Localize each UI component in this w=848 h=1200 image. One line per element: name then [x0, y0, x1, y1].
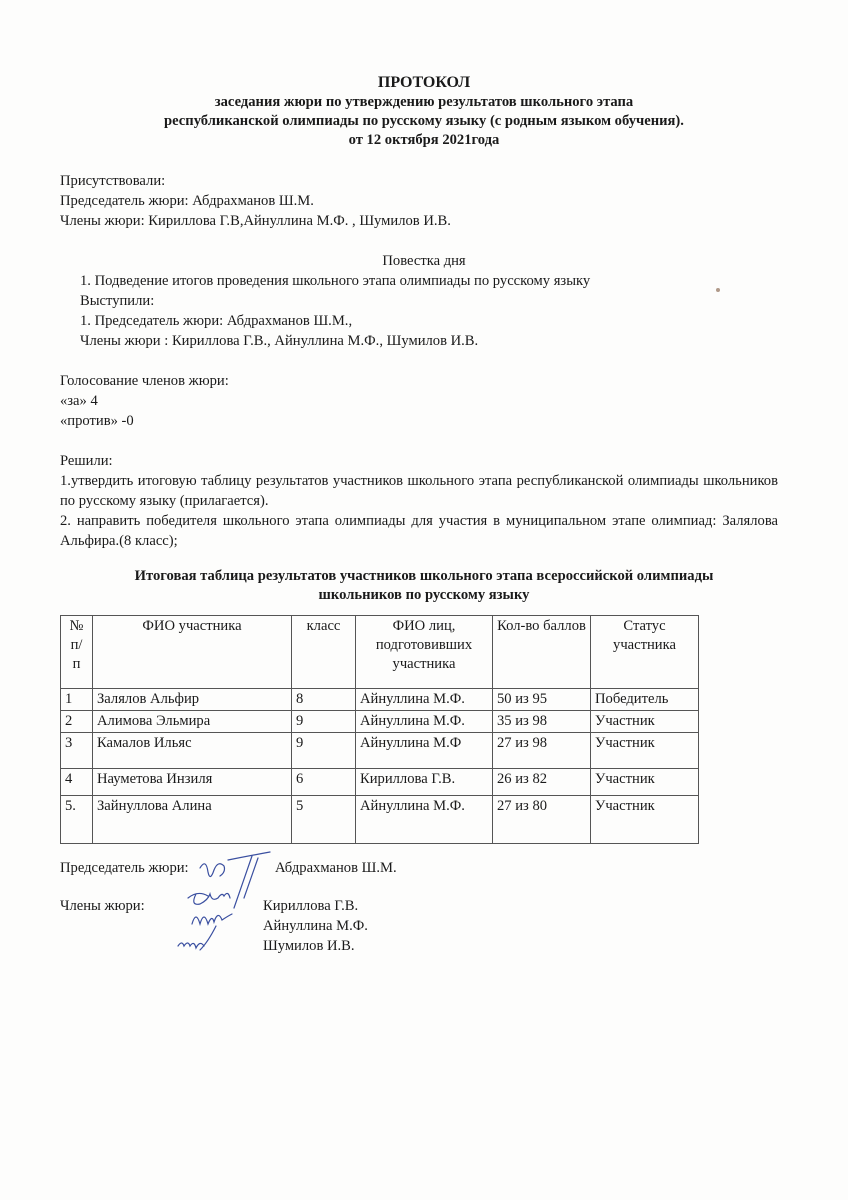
voting-for: «за» 4 [60, 393, 98, 409]
cell-name: Науметова Инзиля [93, 769, 292, 796]
col-header-teacher: ФИО лиц, подготовивших участника [356, 616, 493, 689]
member-signature-1 [188, 893, 230, 904]
cell-grade: 8 [292, 689, 356, 711]
cell-teacher: Айнуллина М.Ф. [356, 796, 493, 844]
sign-member-3: Шумилов И.В. [263, 938, 355, 954]
cell-teacher: Кириллова Г.В. [356, 769, 493, 796]
cell-score: 50 из 95 [493, 689, 591, 711]
table-header-row [61, 616, 699, 689]
cell-num: 3 [61, 733, 93, 769]
sign-member-1: Кириллова Г.В. [263, 898, 359, 914]
handwritten-signatures [170, 850, 280, 960]
member-signature-2 [192, 914, 232, 924]
results-title-line2: школьников по русскому языку [318, 587, 530, 603]
sign-members-label: Члены жюри: [60, 898, 145, 914]
col-header-num: № п/ п [61, 616, 93, 689]
table-row [61, 733, 699, 769]
results-table [60, 615, 699, 844]
cell-status: Участник [591, 796, 699, 844]
agenda-heading: Повестка дня [382, 253, 466, 269]
document-subtitle-line1: заседания жюри по утверждению результатов школьного этапа [214, 94, 634, 110]
cell-status: Победитель [591, 689, 699, 711]
cell-status: Участник [591, 769, 699, 796]
results-title-line1: Итоговая таблица результатов участников школьного этапа всероссийской олимпиады [134, 568, 714, 584]
document-title: ПРОТОКОЛ [377, 74, 471, 91]
cell-teacher: Айнуллина М.Ф. [356, 711, 493, 733]
decision-item-1: 1.утвердить итоговую таблицу результатов участников школьного этапа республиканской олимпиады школьников по русскому языку (прилагается). [60, 473, 778, 509]
col-header-status: Статус участника [591, 616, 699, 689]
attendance-label: Присутствовали: [60, 173, 166, 189]
agenda-spoke-label: Выступили: [80, 293, 155, 309]
sign-member-2: Айнуллина М.Ф. [263, 918, 368, 934]
agenda-speakers-members: Члены жюри : Кириллова Г.В., Айнуллина М.Ф., Шумилов И.В. [80, 333, 479, 349]
decision-item-2: 2. направить победителя школьного этапа олимпиады для участия в муниципальном этапе олимпиад: Залялова Альфира.(8 класс); [60, 513, 778, 549]
col-header-score: Кол-во баллов [493, 616, 591, 689]
attendance-chair: Председатель жюри: Абдрахманов Ш.М. [60, 193, 314, 209]
attendance-members: Члены жюри: Кириллова Г.В,Айнуллина М.Ф. , Шумилов И.В. [60, 213, 451, 229]
cell-name: Алимова Эльмира [93, 711, 292, 733]
cell-teacher: Айнуллина М.Ф. [356, 689, 493, 711]
cell-score: 27 из 80 [493, 796, 591, 844]
voting-label: Голосование членов жюри: [60, 373, 229, 389]
scan-speck [716, 288, 720, 292]
col-header-grade: класс [292, 616, 356, 689]
cell-score: 35 из 98 [493, 711, 591, 733]
sign-chair-name: Абдрахманов Ш.М. [275, 860, 397, 876]
cell-num: 1 [61, 689, 93, 711]
table-row [61, 689, 699, 711]
member-signature-3 [178, 926, 216, 950]
cell-name: Камалов Ильяс [93, 733, 292, 769]
document-date: от 12 октября 2021года [348, 132, 500, 148]
sign-chair-label: Председатель жюри: [60, 860, 189, 876]
decision-label: Решили: [60, 453, 113, 469]
cell-name: Залялов Альфир [93, 689, 292, 711]
table-row [61, 711, 699, 733]
table-row [61, 769, 699, 796]
cell-grade: 9 [292, 711, 356, 733]
cell-num: 5. [61, 796, 93, 844]
chair-signature [200, 852, 270, 908]
cell-name: Зайнуллова Алина [93, 796, 292, 844]
cell-grade: 6 [292, 769, 356, 796]
cell-num: 4 [61, 769, 93, 796]
cell-score: 26 из 82 [493, 769, 591, 796]
cell-grade: 5 [292, 796, 356, 844]
agenda-speaker-1: 1. Председатель жюри: Абдрахманов Ш.М., [80, 313, 353, 329]
table-row [61, 796, 699, 844]
cell-grade: 9 [292, 733, 356, 769]
cell-status: Участник [591, 711, 699, 733]
document-subtitle-line2: республиканской олимпиады по русскому языку (с родным языком обучения). [164, 113, 684, 129]
col-header-name: ФИО участника [93, 616, 292, 689]
cell-score: 27 из 98 [493, 733, 591, 769]
cell-num: 2 [61, 711, 93, 733]
cell-status: Участник [591, 733, 699, 769]
agenda-item-1: 1. Подведение итогов проведения школьного этапа олимпиады по русскому языку [80, 273, 591, 289]
cell-teacher: Айнуллина М.Ф [356, 733, 493, 769]
voting-against: «против» -0 [60, 413, 134, 429]
